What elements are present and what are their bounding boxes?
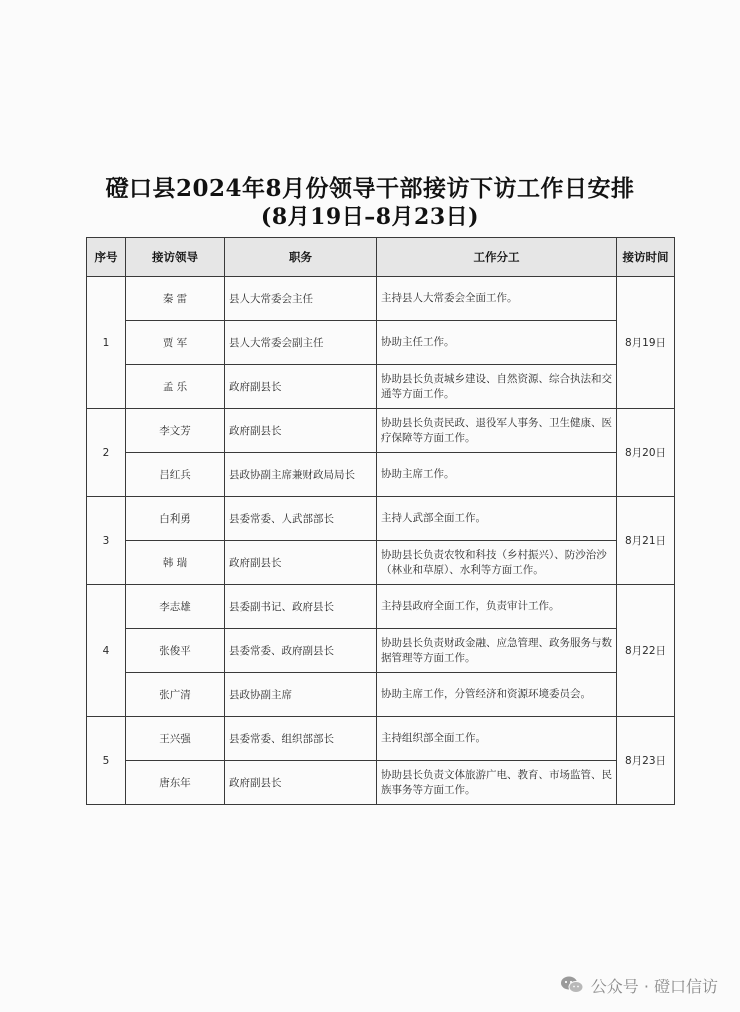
wechat-icon	[560, 975, 584, 995]
leader-duty: 政府副县长	[225, 409, 377, 453]
leader-duty: 政府副县长	[225, 365, 377, 409]
watermark	[560, 972, 718, 998]
visit-date: 8月21日	[617, 497, 675, 585]
seq-cell: 5	[87, 717, 126, 805]
leader-name: 李文芳	[126, 409, 225, 453]
table-row	[87, 277, 675, 321]
table-row	[87, 321, 675, 365]
table-header-row	[87, 238, 675, 277]
header-work-division: 工作分工	[377, 238, 617, 277]
work-division: 协助县长负责城乡建设、自然资源、综合执法和交通等方面工作。	[377, 365, 617, 409]
leader-duty: 县委常委、政府副县长	[225, 629, 377, 673]
header-duty: 职务	[225, 238, 377, 277]
leader-duty: 县人大常委会主任	[225, 277, 377, 321]
table-row	[87, 761, 675, 805]
leader-name: 张俊平	[126, 629, 225, 673]
work-division: 协助县长负责农牧和科技（乡村振兴）、防沙治沙（林业和草原）、水利等方面工作。	[377, 541, 617, 585]
work-division: 主持县政府全面工作，负责审计工作。	[377, 585, 617, 629]
work-division: 协助县长负责民政、退役军人事务、卫生健康、医疗保障等方面工作。	[377, 409, 617, 453]
leader-name: 张广清	[126, 673, 225, 717]
leader-duty: 县委常委、组织部部长	[225, 717, 377, 761]
work-division: 协助主席工作。	[377, 453, 617, 497]
leader-name: 白利勇	[126, 497, 225, 541]
leader-duty: 县委常委、人武部部长	[225, 497, 377, 541]
watermark-text: 公众号 · 磴口信访	[590, 976, 718, 996]
schedule-table	[86, 237, 675, 805]
table-row	[87, 717, 675, 761]
leader-name: 王兴强	[126, 717, 225, 761]
visit-date: 8月22日	[617, 585, 675, 717]
leader-name: 韩 瑞	[126, 541, 225, 585]
work-division: 协助主席工作，分管经济和资源环境委员会。	[377, 673, 617, 717]
work-division: 协助县长负责财政金融、应急管理、政务服务与数据管理等方面工作。	[377, 629, 617, 673]
visit-date: 8月23日	[617, 717, 675, 805]
seq-cell: 2	[87, 409, 126, 497]
table-row	[87, 541, 675, 585]
visit-date: 8月19日	[617, 277, 675, 409]
seq-cell: 3	[87, 497, 126, 585]
table-row	[87, 673, 675, 717]
leader-name: 贾 军	[126, 321, 225, 365]
table-row	[87, 365, 675, 409]
work-division: 协助县长负责文体旅游广电、教育、市场监管、民族事务等方面工作。	[377, 761, 617, 805]
leader-duty: 政府副县长	[225, 761, 377, 805]
leader-name: 秦 雷	[126, 277, 225, 321]
table-row	[87, 497, 675, 541]
leader-duty: 政府副县长	[225, 541, 377, 585]
leader-name: 唐东年	[126, 761, 225, 805]
leader-duty: 县人大常委会副主任	[225, 321, 377, 365]
leader-duty: 县政协副主席兼财政局局长	[225, 453, 377, 497]
document-title: 磴口县2024年8月份领导干部接访下访工作日安排	[105, 175, 635, 202]
work-division: 主持县人大常委会全面工作。	[377, 277, 617, 321]
seq-cell: 1	[87, 277, 126, 409]
header-seq: 序号	[87, 238, 126, 277]
table-row	[87, 409, 675, 453]
leader-name: 孟 乐	[126, 365, 225, 409]
table-row	[87, 453, 675, 497]
leader-name: 吕红兵	[126, 453, 225, 497]
leader-name: 李志雄	[126, 585, 225, 629]
table-row	[87, 585, 675, 629]
work-division: 主持组织部全面工作。	[377, 717, 617, 761]
leader-duty: 县委副书记、政府县长	[225, 585, 377, 629]
work-division: 主持人武部全面工作。	[377, 497, 617, 541]
visit-date: 8月20日	[617, 409, 675, 497]
header-visit-time: 接访时间	[617, 238, 675, 277]
header-leader: 接访领导	[126, 238, 225, 277]
document-subtitle-dates: (8月19日–8月23日)	[260, 204, 480, 230]
leader-duty: 县政协副主席	[225, 673, 377, 717]
seq-cell: 4	[87, 585, 126, 717]
table-row	[87, 629, 675, 673]
work-division: 协助主任工作。	[377, 321, 617, 365]
